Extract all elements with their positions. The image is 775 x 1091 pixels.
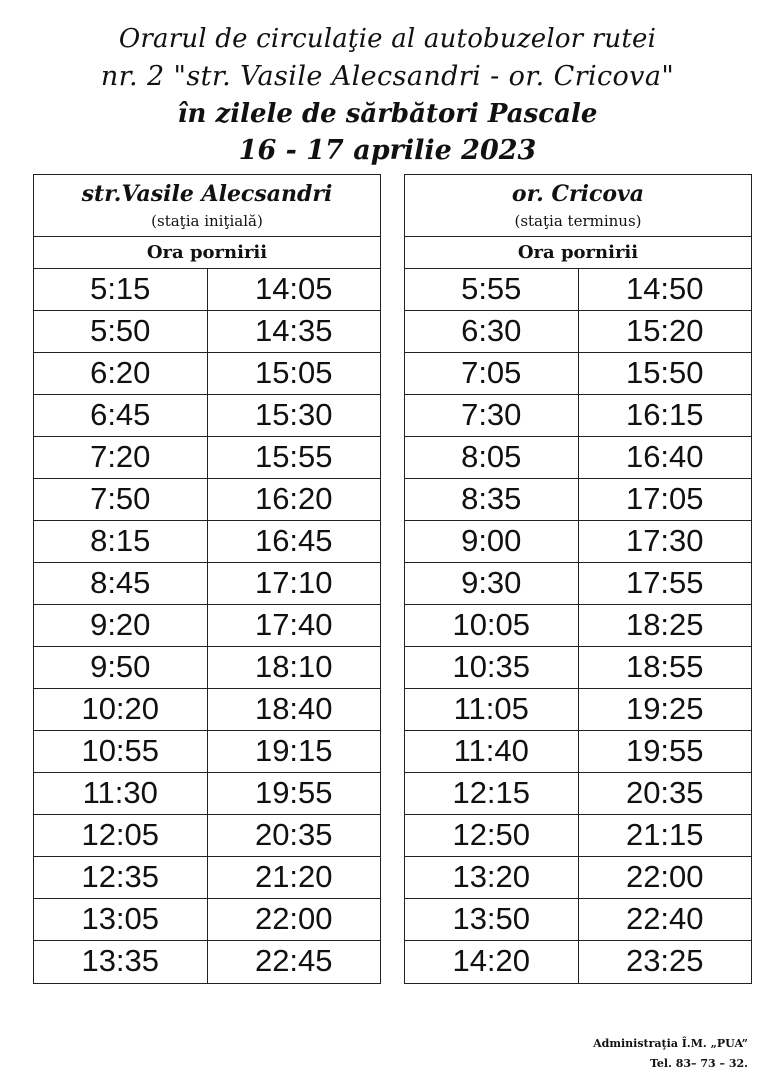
departure-time: 13:35 xyxy=(34,941,208,983)
table-row xyxy=(405,899,751,941)
administration-name: Administraţia Î.M. „PUA” xyxy=(593,1037,748,1050)
table-row xyxy=(405,479,751,521)
departure-time: 19:55 xyxy=(625,733,704,768)
departure-time: 10:05 xyxy=(405,605,579,646)
departure-time: 5:15 xyxy=(34,269,208,310)
departure-time: 16:20 xyxy=(254,481,333,516)
table-row xyxy=(34,773,380,815)
table-row xyxy=(405,731,751,773)
table-row xyxy=(405,395,751,437)
departure-time: 7:30 xyxy=(405,395,579,436)
table-row xyxy=(34,353,380,395)
time-rows xyxy=(34,269,380,983)
departure-time: 8:45 xyxy=(34,563,208,604)
departure-time: 17:05 xyxy=(625,481,704,516)
table-row xyxy=(405,437,751,479)
holiday-note: în zilele de sărbători Pascale xyxy=(177,99,598,129)
departure-time: 16:40 xyxy=(625,439,704,474)
schedule-header xyxy=(0,20,775,170)
departure-time: 18:55 xyxy=(625,649,704,684)
table-row xyxy=(34,815,380,857)
departure-time: 13:50 xyxy=(405,899,579,940)
table-row xyxy=(34,605,380,647)
departure-time: 17:30 xyxy=(625,523,704,558)
table-row xyxy=(405,857,751,899)
time-rows xyxy=(405,269,751,983)
departure-time: 15:05 xyxy=(254,355,333,390)
table-row xyxy=(405,689,751,731)
departure-time-label: Ora pornirii xyxy=(405,237,751,269)
stop-name: str.Vasile Alecsandri xyxy=(81,181,333,207)
departure-time: 10:35 xyxy=(405,647,579,688)
departure-time: 9:50 xyxy=(34,647,208,688)
stop-type: (staţia terminus) xyxy=(514,212,642,230)
table-row xyxy=(405,521,751,563)
departure-time: 12:15 xyxy=(405,773,579,814)
departure-time: 14:05 xyxy=(254,271,333,306)
departure-time-label: Ora pornirii xyxy=(34,237,380,269)
departure-time: 17:10 xyxy=(254,565,333,600)
table-row xyxy=(34,479,380,521)
table-row xyxy=(405,269,751,311)
schedule-title: Orarul de circulaţie al autobuzelor rutei xyxy=(118,24,657,54)
departure-time: 6:30 xyxy=(405,311,579,352)
table-row xyxy=(405,647,751,689)
departure-time: 20:35 xyxy=(254,817,333,852)
departure-time: 13:20 xyxy=(405,857,579,898)
departure-time: 6:20 xyxy=(34,353,208,394)
departure-time: 17:55 xyxy=(625,565,704,600)
departure-time: 8:15 xyxy=(34,521,208,562)
departure-time: 15:50 xyxy=(625,355,704,390)
departure-time: 19:25 xyxy=(625,691,704,726)
departure-time: 5:55 xyxy=(405,269,579,310)
departure-time: 11:40 xyxy=(405,731,579,772)
departure-time: 9:30 xyxy=(405,563,579,604)
footer xyxy=(593,1034,748,1074)
departure-time: 10:55 xyxy=(34,731,208,772)
departure-time: 16:15 xyxy=(625,397,704,432)
departure-time: 22:00 xyxy=(254,901,333,936)
table-row xyxy=(34,857,380,899)
route-name: nr. 2 "str. Vasile Alecsandri - or. Cricova" xyxy=(100,61,675,92)
departure-time: 5:50 xyxy=(34,311,208,352)
table-row xyxy=(34,269,380,311)
phone-number: Tel. 83– 73 – 32. xyxy=(649,1057,748,1070)
departure-time: 18:10 xyxy=(254,649,333,684)
departure-time: 21:15 xyxy=(625,817,704,852)
table-row xyxy=(34,941,380,983)
departure-time: 7:05 xyxy=(405,353,579,394)
departure-time: 19:55 xyxy=(254,775,333,810)
departure-time: 14:35 xyxy=(254,313,333,348)
departure-time: 22:40 xyxy=(625,901,704,936)
table-row xyxy=(405,563,751,605)
departure-time: 14:20 xyxy=(405,941,579,983)
departure-time: 22:45 xyxy=(254,943,333,978)
departure-time: 11:30 xyxy=(34,773,208,814)
departure-time: 9:20 xyxy=(34,605,208,646)
table-row xyxy=(34,647,380,689)
stop-type: (staţia iniţială) xyxy=(151,212,263,230)
table-row xyxy=(34,311,380,353)
departure-time: 15:55 xyxy=(254,439,333,474)
departure-time: 19:15 xyxy=(254,733,333,768)
table-row xyxy=(405,941,751,983)
table-row xyxy=(34,563,380,605)
timetable-cricova xyxy=(404,174,752,984)
table-row xyxy=(34,437,380,479)
timetable-vasile-alecsandri xyxy=(33,174,381,984)
departure-time: 22:00 xyxy=(625,859,704,894)
departure-time: 9:00 xyxy=(405,521,579,562)
table-row xyxy=(405,353,751,395)
table-row xyxy=(34,731,380,773)
table-row xyxy=(34,395,380,437)
departure-time: 6:45 xyxy=(34,395,208,436)
departure-time: 7:20 xyxy=(34,437,208,478)
departure-time: 15:30 xyxy=(254,397,333,432)
departure-time: 16:45 xyxy=(254,523,333,558)
departure-time: 18:25 xyxy=(625,607,704,642)
departure-time: 12:50 xyxy=(405,815,579,856)
stop-name: or. Cricova xyxy=(511,181,645,207)
departure-time: 17:40 xyxy=(254,607,333,642)
departure-time: 21:20 xyxy=(254,859,333,894)
table-row xyxy=(34,521,380,563)
table-row xyxy=(405,605,751,647)
departure-time: 14:50 xyxy=(625,271,704,306)
departure-time: 15:20 xyxy=(625,313,704,348)
departure-time: 11:05 xyxy=(405,689,579,730)
departure-time: 13:05 xyxy=(34,899,208,940)
table-header xyxy=(405,175,751,237)
date-range: 16 - 17 aprilie 2023 xyxy=(238,135,537,166)
departure-time: 23:25 xyxy=(625,943,704,978)
departure-time: 20:35 xyxy=(625,775,704,810)
table-row xyxy=(405,815,751,857)
departure-time: 8:35 xyxy=(405,479,579,520)
departure-time: 10:20 xyxy=(34,689,208,730)
table-row xyxy=(34,899,380,941)
departure-time: 7:50 xyxy=(34,479,208,520)
departure-time: 12:05 xyxy=(34,815,208,856)
table-header xyxy=(34,175,380,237)
departure-time: 18:40 xyxy=(254,691,333,726)
table-row xyxy=(405,773,751,815)
departure-time: 12:35 xyxy=(34,857,208,898)
table-row xyxy=(34,689,380,731)
table-row xyxy=(405,311,751,353)
departure-time: 8:05 xyxy=(405,437,579,478)
